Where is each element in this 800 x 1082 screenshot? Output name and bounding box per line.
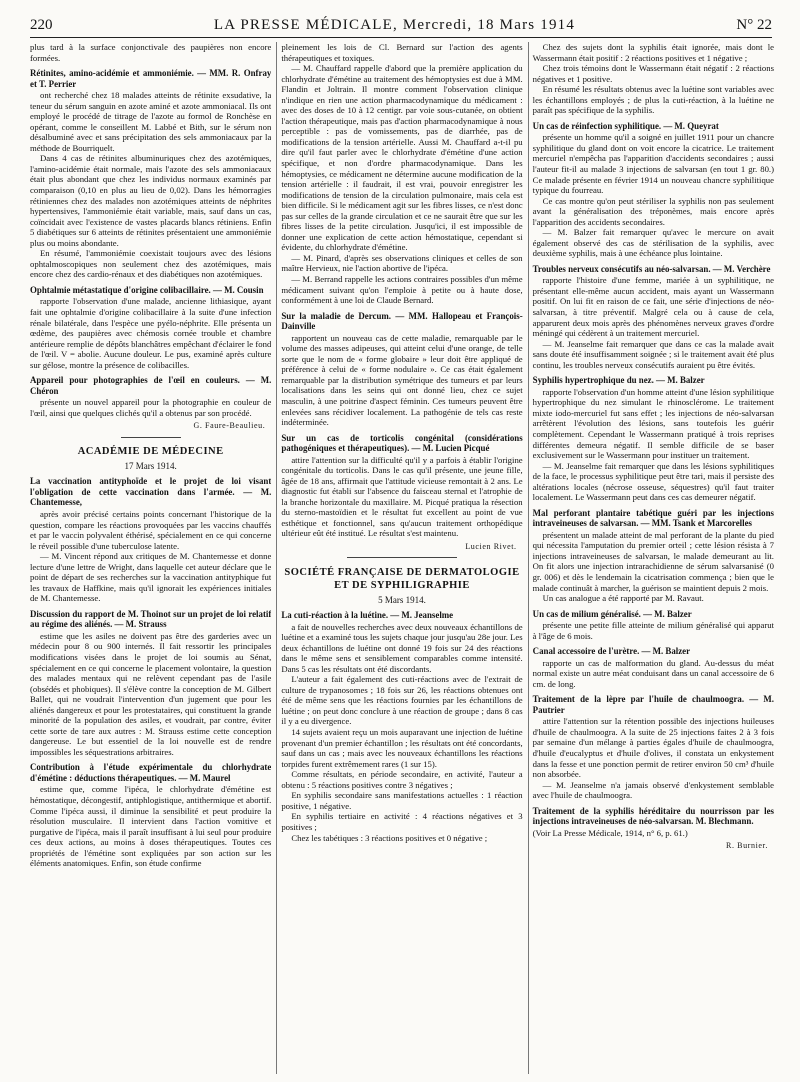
paragraph: — M. Balzer fait remarquer qu'avec le mercure on avait également observé des cas de stérilisation de la syphilis, avec deuxième syphilis, mais à une échéance plus lointaine. xyxy=(532,227,774,259)
paragraph: présente un homme qu'il a soigné en juillet 1911 pour un chancre syphilitique du gland dont on voit encore la cicatrice. Le traitement mercuriel n'empêcha pas l'apparition d'accidents secondaires ; aussi l'auteur fit-il au malade 3 injections de salvarsan (en tout 1 gr. 80.) Ce malade présente en février 1914 un nouveau chancre syphilitique typique du fourreau. xyxy=(532,132,774,196)
paragraph: — M. Chauffard rappelle d'abord que la première application du chlorhydrate d'émétine au traitement des hémoptysies est due à MM. Flandin et Joltrain. Il montre comment l'observation clinique n'indique en rien une action pharmacodynamique du médicament : avec des doses de 10 à 12 centigr. par voie sous-cutanée, on obtient l'action thérapeutique, mais pas d'action pharmacodynamique à nous perceptible : pas de vomissements, pas de diarrhée, pas de modifications de la tension artérielle. Aussi M. Chauffard a-t-il pu dire qu'il faut parler avec le chlorhydrate d'émétine d'une action spécifique, et non d'ordre pharmacodynamique. Dans les hémoptysies, ce médicament ne détermine aucune modification de la tension artérielle : il faudrait, il est vrai, pouvoir enregistrer les modifications de tension de la circulation pulmonaire, mais cela est bien difficile. Si le médicament agit sur les fibres lisses, ce n'est donc pas sur celles de la grande circulation et ce ne saurait être que sur les fibres lisses de la petite circulation. Jusqu'ici, il est impossible de donner une explication de cette action hémostatique, cependant si évidente, du chlorhydrate d'émétine. xyxy=(281,63,523,253)
article-title: Discussion du rapport de M. Thoinot sur un projet de loi relatif au régime des aliénés. — M. Strauss xyxy=(30,608,272,630)
paragraph: En syphilis tertiaire en activité : 4 réactions négatives et 3 positives ; xyxy=(281,811,523,832)
paragraph: estime que les asiles ne doivent pas être des garderies avec un médecin pour 8 ou 900 internés. Il fait ressortir les principales modifications visées dans le projet de loi soumis au Sénat, spécialement en ce qui concerne le placement volontaire, la question des malades mentaux qui ne relèvent cependant pas de l'asile (obsédés et phobiques). Il s'élève contre la conception de M. Gilbert Ballet, qui ne voudrait l'intervention d'un jugement que pour les aliénés dangereux et pour les protestataires, qui constituent la grande minorité de la population des asiles, et voudrait, par contre, éviter cette sorte de tare aux autres : M. Strauss estime cette conception dangereuse. Le but essentiel de la loi nouvelle est de rendre impossibles les séquestrations arbitraires. xyxy=(30,630,272,757)
section-title: SOCIÉTÉ FRANÇAISE DE DERMATOLOGIE xyxy=(284,566,520,578)
paragraph: — M. Berrand rappelle les actions contraires possibles d'un même médicament suivant qu'on l'emploie à petite ou à haute dose, conformément à une loi de Claude Bernard. xyxy=(281,274,523,306)
paragraph: ont recherché chez 18 malades atteints de rétinite exsudative, la teneur du sérum sanguin en azote aminé et azote ammoniacal. Ils ont employé le procédé de titrage de l'azote au formol de Ronchèse en opérant, comme le conseillent M. Labbé et Bith, sur le sérum non désalbuminé avec et sans précipitation des sels ammoniacaux par la méthode de Bourriquelt. xyxy=(30,90,272,153)
article-title: Rétinites, amino-acidémie et ammoniémie. — MM. R. Onfray et T. Perrier xyxy=(30,68,272,89)
paragraph: attire l'attention sur la rétention possible des injections huileuses d'huile de chaulmoogra. A la suite de 25 injections faites 2 à 3 fois par semaine d'un mélange à parties égales d'huile de chaulmoogra, d'huile d'eucalyptus et d'huile d'olives, il constata un enkystement dans la fesse et une ponction permit de retirer environ 50 cm³ d'huile non absorbée. xyxy=(532,716,774,780)
paragraph: présente un nouvel appareil pour la photographie en couleur de l'œil, ainsi que quelques clichés qu'il a obtenus par son procédé. xyxy=(30,397,272,418)
article-title: Canal accessoire de l'urètre. — M. Balzer xyxy=(532,646,691,657)
article-title: Sur un cas de torticolis congénital (considérations pathogéniques et thérapeutiques). — M. Lucien Picqué xyxy=(281,432,523,454)
divider xyxy=(347,557,457,558)
paragraph: En syphilis secondaire sans manifestations actuelles : 1 réaction positive, 1 négative. xyxy=(281,790,523,811)
paragraph: — M. Pinard, d'après ses observations cliniques et celles de son maître Hervieux, nie l'action abortive de l'ipéca. xyxy=(281,252,523,274)
paragraph: plus tard à la surface conjonctivale des paupières non encore formées. xyxy=(30,42,272,63)
paragraph: Comme résultats, en période secondaire, en activité, l'auteur a obtenu : 5 réactions positives contre 3 négatives ; xyxy=(281,769,523,790)
paragraph: rapportent un nouveau cas de cette maladie, remarquable par le volume des masses adipeuses, qui atteint celui d'une orange, de telle sorte que le nom de « forme globaire » leur doit être appliqué de préférence à celui de « forme nodulaire ». Ce cas était également remarquable par la distribution symétrique des tumeurs et par leurs localisations dans les seins qui ont donné lieu, chez ce sujet masculin, à une poitrine d'aspect féminin. Ces tumeurs peuvent être enlevées sans récidiver localement. La pathogénie de tels cas reste indéterminée. xyxy=(281,332,523,428)
article-title: Ophtalmie métastatique d'origine colibacillaire. — M. Cousin xyxy=(30,284,264,295)
paragraph: L'auteur a fait également des cuti-réactions avec de l'extrait de culture de trypanosomes ; 18 fois sur 26, les réactions obtenues ont été de même sens que les réactions fournies par les échantillons de luétine ; on peut donc conclure à une réaction de groupe ; dans 8 cas il y a eu divergence. xyxy=(281,674,523,727)
paragraph: En résumé, l'ammoniémie coexistait toujours avec des lésions ophtalmoscopiques non seulement chez des azotémiques, mais encore chez des cardio-rénaux et des diabétiques non azotémiques. xyxy=(30,248,272,280)
paragraph: rapporte l'observation d'une malade, ancienne lithiasique, ayant fait une ophtalmie d'origine colibacillaire à la suite d'une infection rénale bilatérale, dans l'espèce une pyélo-néphrite. Elle présenta un œdème, des paupières avec chémosis cornée trouble et chambre antérieure remplie de dépôts blanchâtres empêchant d'éclairer le fond de l'œil. V = abolie. Aucune douleur. Le pus, examiné après culture sur gélose, montre la présence de colibacilles. xyxy=(30,296,272,370)
paragraph: Chez trois témoins dont le Wassermann était négatif : 2 réactions négatives et 1 positive. xyxy=(532,63,774,84)
text-columns xyxy=(30,42,774,1074)
page-header xyxy=(30,12,772,38)
paragraph: rapporte l'histoire d'une femme, mariée à un syphilitique, ne présentant elle-même aucun accident, mais ayant un Wassermann positif. On lui fit en raison de ce fait, une série d'injections de néo-salvarsan, à titre préventif. Malgré cela ou à cause de cela, apparurent deux mois après des phénomènes nerveux graves d'ordre méningé qui cédèrent à un traitement mercuriel. xyxy=(532,275,774,339)
paragraph: (Voir La Presse Médicale, 1914, n° 6, p. 61.) xyxy=(532,827,688,838)
paragraph: — M. Jeanselme fait remarquer que dans les lésions syphilitiques de la face, le processus syphilitique peut être tari, mais il persiste des altérations locales (nécrose osseuse, séquestres) qu'il faut traiter localement. Le Wassermann peut dans ces cas demeurer négatif. xyxy=(532,460,774,503)
author-signature: G. Faure-Beaulieu. xyxy=(193,421,266,431)
article-title: Traitement de la lèpre par l'huile de chaulmoogra. — M. Pautrier xyxy=(532,694,774,715)
paragraph: — M. Jeanselme n'a jamais observé d'enkystement semblable avec l'huile de chaulmoogra. xyxy=(532,779,774,801)
paragraph: En résumé les résultats obtenus avec la luétine sont variables avec les échantillons employés ; de plus la cuti-réaction, à la luétine ne paraît pas spécifique de la syphilis. xyxy=(532,84,774,116)
paragraph: — M. Vincent répond aux critiques de M. Chantemesse et donne lecture d'une lettre de Wright, dans laquelle cet auteur déclare que le point de départ de ses recherches sur la vaccination antityphique fut les travaux de Haffkine, mais qu'il ignorait les expériences initiales de M. Chantemesse. xyxy=(30,551,272,604)
section-title: ACADÉMIE DE MÉDECINE xyxy=(77,445,224,457)
paragraph: pleinement les lois de Cl. Bernard sur l'action des agents thérapeutiques et toxiques. xyxy=(281,42,523,63)
article-title: Traitement de la syphilis héréditaire du nourrisson par les injections intraveineuses de néo-salvarsan. M. Blechmann. xyxy=(532,805,774,827)
column-2 xyxy=(276,42,522,1074)
paragraph: rapporte un cas de malformation du gland. Au-dessus du méat normal existe un autre méat conduisant dans un canal accessoire de 6 cm. de long. xyxy=(532,657,774,689)
paragraph: rapporte l'observation d'un homme atteint d'une lésion syphilitique hypertrophique du nez simulant le rhinosclérome. Le traitement mixte iodo-mercuriel fut sans effet ; les injections de néo-salvarsan arrêtèrent l'évolution des lésions, sans toutefois les guérir complètement. Cependant le Wassermann pratiqué à trois reprises différentes demeura négatif. Il semble difficile de se baser exclusivement sur le Wassermann pour instituer un traitement. xyxy=(532,386,774,461)
paragraph: Dans 4 cas de rétinites albuminuriques chez des azotémiques, l'amino-acidémie était normale, mais l'azote des sels ammoniacaux était plus abondant que chez les individus normaux examinés par comparaison (0,10 en plus au lieu de 0,02). Dans les hémorragies rétiniennes chez des malades non azotémiques atteints de néphrites hypertensives, l'ammoniémie était variable, mais, sauf dans un cas, coïncidait avec l'existence de vastes placards blancs rétiniens. Enfin 5 diabétiques sur 6 atteints de rétinites présentaient une ammoniémie plus ou moins abondante. xyxy=(30,153,272,248)
paragraph: Chez des sujets dont la syphilis était ignorée, mais dont le Wassermann était positif : 2 réactions positives et 1 négative ; xyxy=(532,42,774,63)
paragraph: après avoir précisé certains points concernant l'historique de la question, compare les réactions provoquées par les vaccins chauffés et par le vaccin polyvalent éthérisé, spécialement en ce qui concerne le réveil possible d'une tuberculose latente. xyxy=(30,508,272,551)
issue-number: N° 22 xyxy=(736,17,772,33)
column-3 xyxy=(528,42,774,1074)
page-number: 220 xyxy=(30,17,53,33)
paragraph: Chez les tabétiques : 3 réactions positives et 0 négative ; xyxy=(291,832,488,843)
article-title: Troubles nerveux consécutifs au néo-salvarsan. — M. Verchère xyxy=(532,263,771,274)
section-date: 17 Mars 1914. xyxy=(124,460,177,471)
section-title-line2: ET DE SYPHILIGRAPHIE xyxy=(334,579,470,591)
article-title: Un cas de réinfection syphilitique. — M. Queyrat xyxy=(532,120,719,131)
paragraph: attire l'attention sur la difficulté qu'il y a parfois à établir l'origine congénitale du torticolis. Dans le cas qu'il présente, une jeune fille, âgée de 18 ans, affirmait que l'attitude vicieuse remontait à 2 ans. Le diagnostic fut établi sur l'absence du faisceau sternal et l'atrophie de la branche horizontale du maxillaire. M. Picqué pratiqua la résection du sterno-mastoïdien et le résultat fut excellent au point de vue esthétique et fonctionnel, sans qu'aucun traitement orthopédique ultérieur eût été institué. Le résultat s'est maintenu. xyxy=(281,454,523,539)
author-signature: Lucien Rivet. xyxy=(465,541,517,551)
paragraph: a fait de nouvelles recherches avec deux nouveaux échantillons de luétine et a examiné tous les sujets chaque jour jusqu'au 28e jour. Les deux échantillons de luétine ont donné 19 fois sur 24 des réactions dans le même sens et sensiblement comparables comme intensité. Dans 5 cas les résultats ont été discordants. xyxy=(281,621,523,674)
journal-title: LA PRESSE MÉDICALE, Mercredi, 18 Mars 1914 xyxy=(213,17,576,33)
article-title: Un cas de milium généralisé. — M. Balzer xyxy=(532,608,692,619)
paragraph: présente une petite fille atteinte de milium généralisé qui apparut à l'âge de 6 mois. xyxy=(532,620,774,641)
column-1 xyxy=(30,42,271,1074)
article-title: Mal perforant plantaire tabétique guéri par les injections intraveineuses de salvarsan. — MM. Tsank et Marcorelles xyxy=(532,507,774,529)
paragraph: estime que, comme l'ipéca, le chlorhydrate d'émétine est hémostatique, décongestif, antiphlogistique, antithermique et abortif. Comme l'ipéca aussi, il diminue la sensibilité et peut produire la résolution musculaire. Il intervient dans l'action vomitive et purgative de l'ipéca, mais il paraît insuffisant à lui seul pour produire ces deux actions, au moins à doses thérapeutiques. Toutes ces propriétés de l'émétine sont expliquées par son action sur les éléments anatomiques. Enfin, son étude confirme xyxy=(30,784,272,869)
paragraph: Un cas analogue a été rapporté par M. Ravaut. xyxy=(542,593,704,604)
article-title: Sur la maladie de Dercum. — MM. Hallopeau et François-Dainville xyxy=(281,310,523,332)
article-title: Syphilis hypertrophique du nez. — M. Balzer xyxy=(532,375,705,386)
paragraph: Ce cas montre qu'on peut stériliser la syphilis non pas seulement avant la généralisation des tréponèmes, mais encore après l'apparition des accidents secondaires. xyxy=(532,195,774,227)
article-title: La vaccination antityphoïde et le projet de loi visant l'obligation de cette vaccination dans l'armée. — M. Chantemesse, xyxy=(30,476,272,508)
paragraph: — M. Jeanselme fait remarquer que dans ce cas la malade avait sans doute été insuffisamment soignée ; si le traitement avait été plus continu, les troubles nerveux consécutifs auraient pu être évités. xyxy=(532,338,774,370)
author-signature: R. Burnier. xyxy=(726,841,768,851)
article-title: Appareil pour photographies de l'œil en couleurs. — M. Chéron xyxy=(30,375,272,396)
paragraph: présentent un malade atteint de mal perforant de la plante du pied qui nécessita l'amputation du premier orteil ; cette lésion résista à 7 injections intraveineuses de salvarsan, le malade demeurant au lit. On fit alors une injection intrarachidienne de sérum salvarsanisé (0 gr. 006) et dès le lendemain la cicatrisation commença ; bien que le malade continuât à marcher, la guérison se maintient depuis 2 mois. xyxy=(532,529,774,593)
article-title: La cuti-réaction à la luétine. — M. Jeanselme xyxy=(281,610,454,621)
divider xyxy=(121,437,181,438)
article-title: Contribution à l'étude expérimentale du chlorhydrate d'émétine : déductions thérapeutiques. — M. Maurel xyxy=(30,762,272,783)
paragraph: 14 sujets avaient reçu un mois auparavant une injection de luétine provenant d'un premier échantillon ; les résultats ont été concordants, sauf dans un cas ; mais avec les nouveaux échantillons les réactions torpides furent extrêmement rares (1 sur 15). xyxy=(281,727,523,769)
section-date: 5 Mars 1914. xyxy=(378,594,426,605)
